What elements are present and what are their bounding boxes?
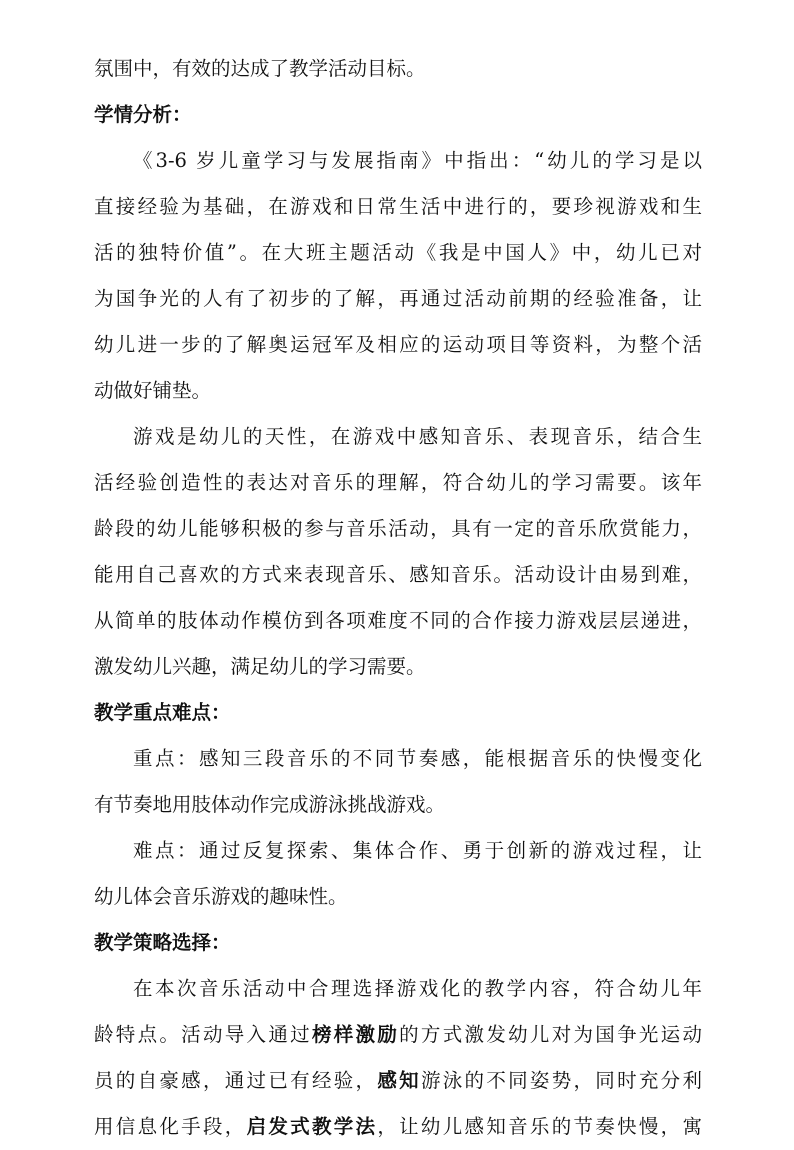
text-run: 龄特点。活动导入通过 [94,1023,312,1046]
paragraph-line: 幼儿进一步的了解奥运冠军及相应的运动项目等资料，为整个活 [94,333,702,356]
paragraph-line: 游戏是幼儿的天性，在游戏中感知音乐、表现音乐，结合生 [133,425,702,448]
text-run: ，让幼儿感知音乐的节奏快慢，寓 [377,1115,702,1138]
text-run: 的方式激发幼儿对为国争光运动 [399,1023,702,1046]
paragraph-line: 在本次音乐活动中合理选择游戏化的教学内容，符合幼儿年 [133,977,702,1000]
paragraph-line: 氛围中，有效的达成了教学活动目标。 [94,57,426,80]
section-heading-strategy: 教学策略选择： [94,931,231,954]
text-run: 用信息化手段， [94,1115,247,1138]
paragraph-line: 活经验创造性的表达对音乐的理解，符合幼儿的学习需要。该年 [94,471,702,494]
document-page [94,46,702,1150]
paragraph-line [94,1104,702,1150]
paragraph-line: 动做好铺垫。 [94,379,212,402]
bold-text-run: 启发式教学法 [246,1115,378,1138]
text-run: 游泳的不同姿势，同时充分利 [420,1069,702,1092]
paragraph-line [94,1012,702,1058]
section-heading-key-points: 教学重点难点： [94,701,231,724]
paragraph-line [94,1058,702,1104]
paragraph-line: 难点：通过反复探索、集体合作、勇于创新的游戏过程，让 [133,839,702,862]
paragraph-line: 激发幼儿兴趣，满足幼儿的学习需要。 [94,655,426,678]
paragraph-line: 为国争光的人有了初步的了解，再通过活动前期的经验准备，让 [94,287,702,310]
paragraph-line: 能用自己喜欢的方式来表现音乐、感知音乐。活动设计由易到难， [94,563,702,586]
text-run: 员的自豪感，通过已有经验， [94,1069,378,1092]
section-heading-analysis: 学情分析： [94,103,192,126]
paragraph-line: 从简单的肢体动作模仿到各项难度不同的合作接力游戏层层递进， [94,609,702,632]
bold-text-run: 感知 [377,1069,421,1092]
paragraph-line: 有节奏地用肢体动作完成游泳挑战游戏。 [94,793,446,816]
paragraph-line: 《3-6 岁儿童学习与发展指南》中指出：“幼儿的学习是以 [133,149,702,172]
paragraph-line: 龄段的幼儿能够积极的参与音乐活动，具有一定的音乐欣赏能力， [94,517,702,540]
paragraph-line: 重点：感知三段音乐的不同节奏感，能根据音乐的快慢变化 [133,747,702,770]
paragraph-line: 活的独特价值”。在大班主题活动《我是中国人》中，幼儿已对 [94,241,702,264]
bold-text-run: 榜样激励 [311,1023,400,1046]
paragraph-line: 幼儿体会音乐游戏的趣味性。 [94,885,348,908]
paragraph-line: 直接经验为基础，在游戏和日常生活中进行的，要珍视游戏和生 [94,195,702,218]
